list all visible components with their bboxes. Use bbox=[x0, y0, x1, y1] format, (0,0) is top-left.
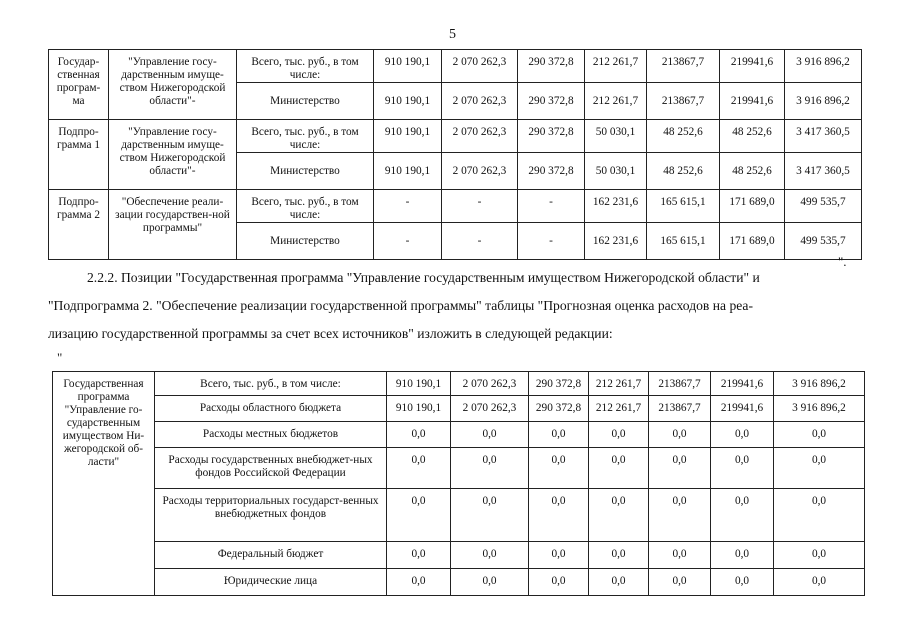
value-cell: 165 615,1 bbox=[647, 190, 720, 223]
value-cell: 2 070 262,3 bbox=[451, 396, 529, 422]
value-cell: - bbox=[374, 223, 442, 260]
value-cell: 0,0 bbox=[649, 422, 711, 448]
value-cell: 0,0 bbox=[529, 542, 589, 569]
paragraph-line-1: 2.2.2. Позиции "Государственная программа "Управление государственным имуществом Нижегородской области" и bbox=[87, 270, 760, 285]
value-cell: - bbox=[442, 223, 518, 260]
value-cell: 0,0 bbox=[711, 422, 774, 448]
table-row bbox=[53, 542, 865, 569]
row-label-cell: Министерство bbox=[237, 223, 374, 260]
table-row bbox=[53, 489, 865, 542]
table-row bbox=[49, 120, 862, 153]
paragraph-line-3: лизацию государственной программы за счет всех источников" изложить в следующей редакции: bbox=[48, 326, 613, 341]
program-name-cell: Подпро-грамма 1 bbox=[49, 120, 109, 190]
value-cell: 2 070 262,3 bbox=[451, 372, 529, 396]
row-label-cell: Федеральный бюджет bbox=[155, 542, 387, 569]
value-cell: 212 261,7 bbox=[589, 372, 649, 396]
row-label-cell: Всего, тыс. руб., в том числе: bbox=[237, 50, 374, 83]
value-cell: 0,0 bbox=[649, 542, 711, 569]
value-cell: 162 231,6 bbox=[585, 190, 647, 223]
value-cell: 0,0 bbox=[529, 489, 589, 542]
row-label-cell: Расходы территориальных государст-венных внебюджетных фондов bbox=[155, 489, 387, 542]
value-cell: 0,0 bbox=[589, 542, 649, 569]
value-cell: 0,0 bbox=[649, 569, 711, 596]
value-cell: 910 190,1 bbox=[374, 120, 442, 153]
row-label-cell: Расходы государственных внебюджет-ных фондов Российской Федерации bbox=[155, 448, 387, 489]
value-cell: 0,0 bbox=[649, 448, 711, 489]
value-cell: - bbox=[518, 223, 585, 260]
value-cell: 3 417 360,5 bbox=[785, 120, 862, 153]
value-cell: 219941,6 bbox=[711, 372, 774, 396]
value-cell: 50 030,1 bbox=[585, 153, 647, 190]
value-cell: 910 190,1 bbox=[374, 153, 442, 190]
value-cell: 910 190,1 bbox=[374, 83, 442, 120]
value-cell: - bbox=[442, 190, 518, 223]
value-cell: 0,0 bbox=[774, 489, 865, 542]
value-cell: 213867,7 bbox=[647, 83, 720, 120]
value-cell: 0,0 bbox=[589, 448, 649, 489]
program-name-cell: Подпро-грамма 2 bbox=[49, 190, 109, 260]
value-cell: 219941,6 bbox=[711, 396, 774, 422]
value-cell: 2 070 262,3 bbox=[442, 153, 518, 190]
row-label-cell: Расходы местных бюджетов bbox=[155, 422, 387, 448]
value-cell: 2 070 262,3 bbox=[442, 120, 518, 153]
value-cell: 290 372,8 bbox=[518, 120, 585, 153]
value-cell: 0,0 bbox=[529, 569, 589, 596]
program-table-2 bbox=[52, 371, 865, 596]
value-cell: - bbox=[518, 190, 585, 223]
value-cell: 48 252,6 bbox=[720, 120, 785, 153]
row-label-cell: Расходы областного бюджета bbox=[155, 396, 387, 422]
table-row bbox=[53, 448, 865, 489]
program-name-cell: Государственная программа "Управление го-сударственным имуществом Ни-жегородской об-ласти" bbox=[53, 372, 155, 596]
value-cell: 219941,6 bbox=[720, 50, 785, 83]
value-cell: 212 261,7 bbox=[585, 83, 647, 120]
program-name-cell: Государ-ственная програм-ма bbox=[49, 50, 109, 120]
value-cell: 0,0 bbox=[451, 569, 529, 596]
value-cell: 0,0 bbox=[711, 489, 774, 542]
value-cell: 2 070 262,3 bbox=[442, 50, 518, 83]
closing-quote: ". bbox=[838, 254, 847, 269]
value-cell: 290 372,8 bbox=[518, 83, 585, 120]
row-label-cell: Министерство bbox=[237, 153, 374, 190]
table-row bbox=[49, 50, 862, 83]
value-cell: 48 252,6 bbox=[647, 120, 720, 153]
value-cell: 165 615,1 bbox=[647, 223, 720, 260]
value-cell: 910 190,1 bbox=[387, 372, 451, 396]
program-title-cell: "Управление госу-дарственным имуще-ством Нижегородской области"- bbox=[109, 50, 237, 120]
value-cell: 162 231,6 bbox=[585, 223, 647, 260]
table-row bbox=[49, 190, 862, 223]
value-cell: 0,0 bbox=[589, 422, 649, 448]
value-cell: 0,0 bbox=[589, 489, 649, 542]
value-cell: 213867,7 bbox=[647, 50, 720, 83]
value-cell: 0,0 bbox=[649, 489, 711, 542]
value-cell: 0,0 bbox=[711, 569, 774, 596]
value-cell: 0,0 bbox=[774, 542, 865, 569]
value-cell: 0,0 bbox=[529, 448, 589, 489]
value-cell: 0,0 bbox=[387, 489, 451, 542]
value-cell: - bbox=[374, 190, 442, 223]
value-cell: 0,0 bbox=[451, 489, 529, 542]
program-table-1 bbox=[48, 49, 862, 260]
value-cell: 499 535,7 bbox=[785, 223, 862, 260]
value-cell: 0,0 bbox=[451, 422, 529, 448]
table-row bbox=[53, 422, 865, 448]
value-cell: 212 261,7 bbox=[585, 50, 647, 83]
row-label-cell: Министерство bbox=[237, 83, 374, 120]
value-cell: 3 916 896,2 bbox=[774, 396, 865, 422]
value-cell: 0,0 bbox=[589, 569, 649, 596]
value-cell: 2 070 262,3 bbox=[442, 83, 518, 120]
value-cell: 3 916 896,2 bbox=[785, 50, 862, 83]
value-cell: 0,0 bbox=[387, 569, 451, 596]
program-title-cell: "Управление госу-дарственным имуще-ством Нижегородской области"- bbox=[109, 120, 237, 190]
value-cell: 213867,7 bbox=[649, 396, 711, 422]
value-cell: 290 372,8 bbox=[518, 153, 585, 190]
value-cell: 910 190,1 bbox=[387, 396, 451, 422]
row-label-cell: Всего, тыс. руб., в том числе: bbox=[155, 372, 387, 396]
value-cell: 3 417 360,5 bbox=[785, 153, 862, 190]
value-cell: 219941,6 bbox=[720, 83, 785, 120]
table-row bbox=[53, 569, 865, 596]
value-cell: 3 916 896,2 bbox=[785, 83, 862, 120]
value-cell: 0,0 bbox=[387, 422, 451, 448]
value-cell: 499 535,7 bbox=[785, 190, 862, 223]
value-cell: 910 190,1 bbox=[374, 50, 442, 83]
value-cell: 290 372,8 bbox=[529, 396, 589, 422]
row-label-cell: Всего, тыс. руб., в том числе: bbox=[237, 190, 374, 223]
value-cell: 0,0 bbox=[387, 448, 451, 489]
value-cell: 0,0 bbox=[711, 542, 774, 569]
opening-quote: " bbox=[57, 350, 63, 365]
value-cell: 0,0 bbox=[451, 448, 529, 489]
table-row bbox=[53, 372, 865, 396]
paragraph-line-2: "Подпрограмма 2. "Обеспечение реализации государственной программы" таблицы "Прогнозная оценка расходов на реа- bbox=[48, 298, 753, 313]
value-cell: 0,0 bbox=[387, 542, 451, 569]
value-cell: 290 372,8 bbox=[518, 50, 585, 83]
value-cell: 48 252,6 bbox=[647, 153, 720, 190]
value-cell: 0,0 bbox=[774, 569, 865, 596]
value-cell: 290 372,8 bbox=[529, 372, 589, 396]
value-cell: 213867,7 bbox=[649, 372, 711, 396]
value-cell: 171 689,0 bbox=[720, 190, 785, 223]
value-cell: 0,0 bbox=[451, 542, 529, 569]
table-row bbox=[53, 396, 865, 422]
value-cell: 48 252,6 bbox=[720, 153, 785, 190]
value-cell: 0,0 bbox=[529, 422, 589, 448]
value-cell: 50 030,1 bbox=[585, 120, 647, 153]
program-title-cell: "Обеспечение реали-зации государствен-ной программы" bbox=[109, 190, 237, 260]
value-cell: 212 261,7 bbox=[589, 396, 649, 422]
value-cell: 0,0 bbox=[774, 422, 865, 448]
value-cell: 0,0 bbox=[711, 448, 774, 489]
value-cell: 0,0 bbox=[774, 448, 865, 489]
value-cell: 171 689,0 bbox=[720, 223, 785, 260]
value-cell: 3 916 896,2 bbox=[774, 372, 865, 396]
row-label-cell: Всего, тыс. руб., в том числе: bbox=[237, 120, 374, 153]
page-number: 5 bbox=[449, 27, 456, 42]
row-label-cell: Юридические лица bbox=[155, 569, 387, 596]
